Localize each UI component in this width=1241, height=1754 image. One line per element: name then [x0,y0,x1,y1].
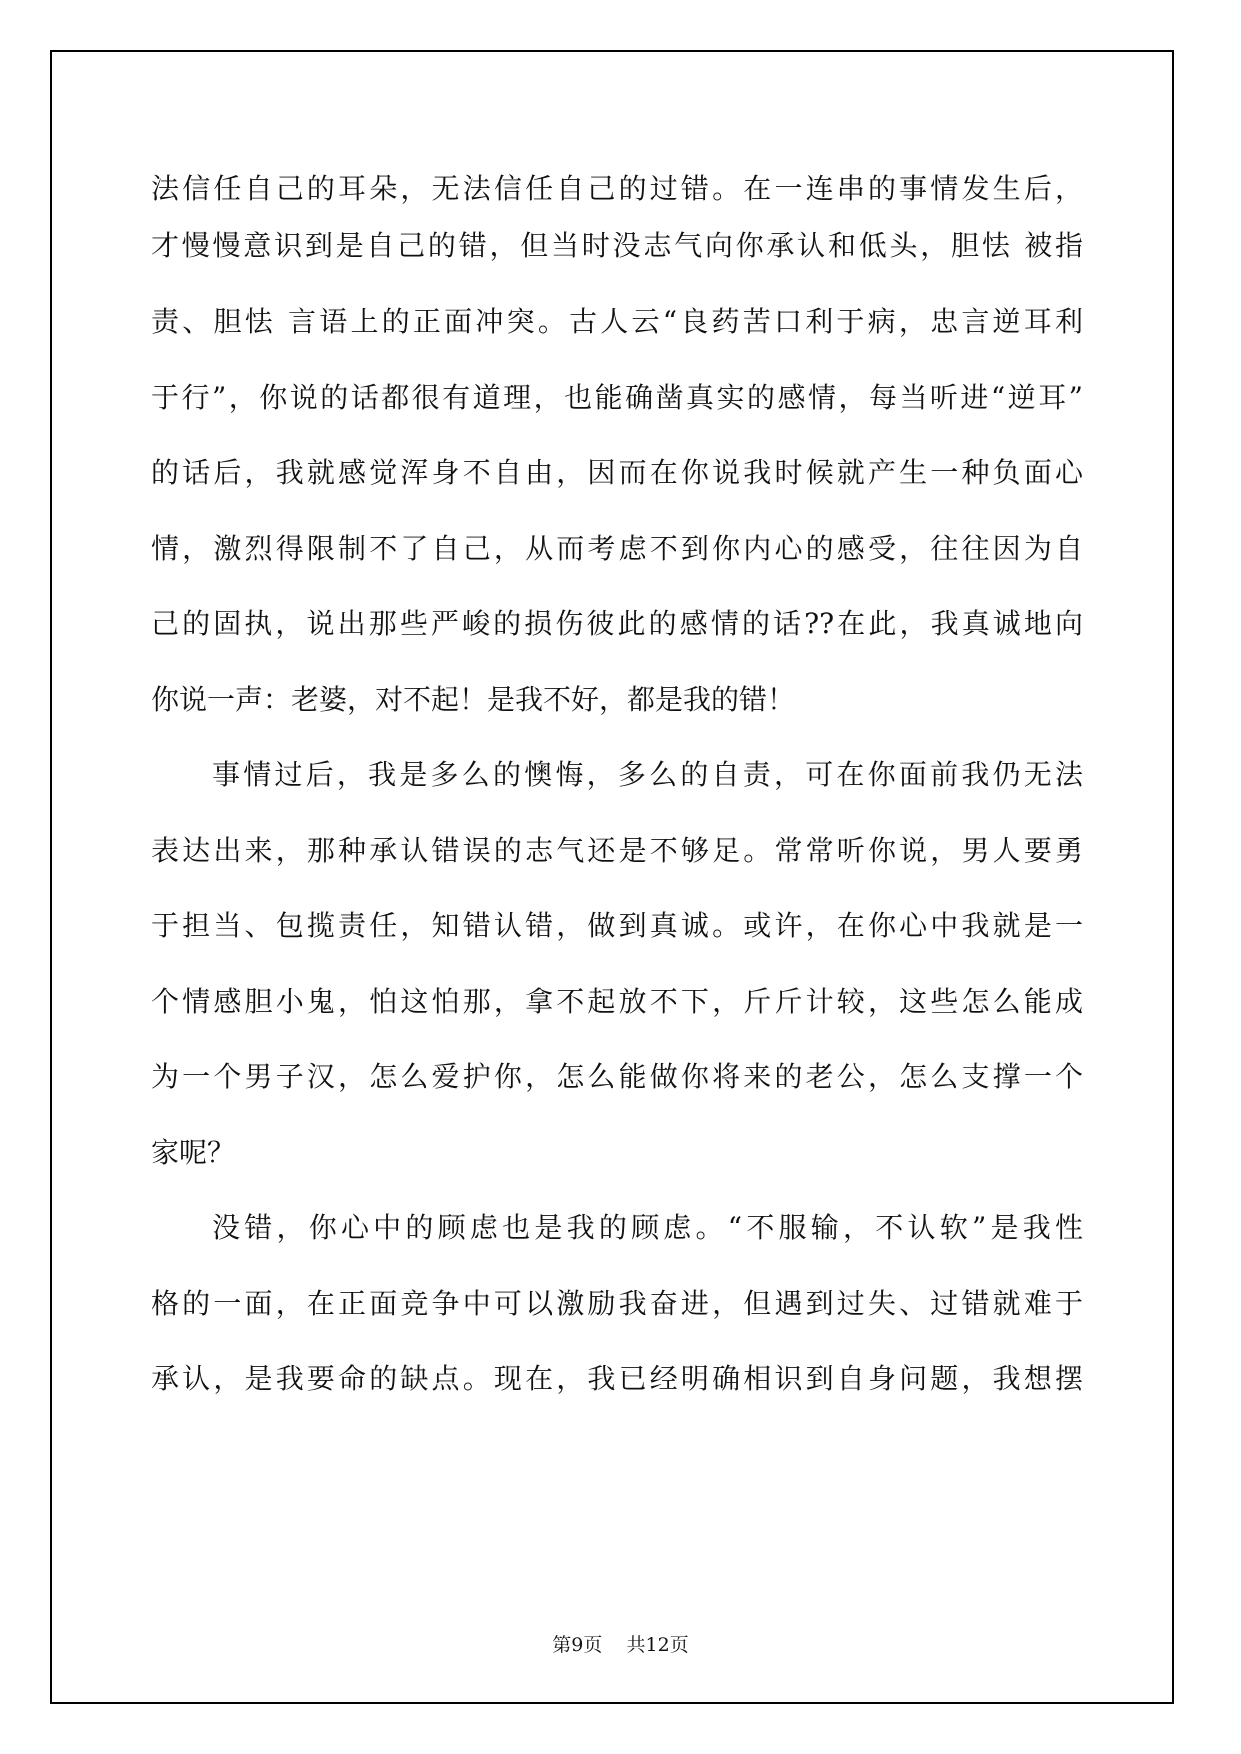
text-line: 家呢？ [151,1136,236,1169]
paragraph-start-line: 事情过后，我是多么的懊悔，多么的自责，可在你面前我仍无法 [212,758,1083,791]
text-line: 情，激烈得限制不了自己，从而考虑不到你内心的感受，往往因为自 [151,532,1083,565]
text-line: 于担当、包揽责任，知错认错，做到真诚。或许，在你心中我就是一 [151,909,1083,942]
text-line: 才慢慢意识到是自己的错，但当时没志气向你承认和低头，胆怯 被指 [151,229,1083,262]
text-line: 责、胆怯 言语上的正面冲突。古人云“良药苦口利于病，忠言逆耳利 [151,305,1083,338]
text-line: 己的固执，说出那些严峻的损伤彼此的感情的话??在此，我真诚地向 [151,607,1083,640]
paragraph-start-line: 没错，你心中的顾虑也是我的顾虑。“不服输，不认软”是我性 [212,1211,1083,1244]
text-line: 于行”，你说的话都很有道理，也能确凿真实的感情，每当听进“逆耳” [151,381,1083,414]
text-line: 的话后，我就感觉浑身不自由，因而在你说我时候就产生一种负面心 [151,456,1083,489]
text-line: 你说一声：老婆，对不起！是我不好，都是我的错！ [151,683,796,716]
page-border [50,50,1174,1704]
text-line: 格的一面，在正面竞争中可以激励我奋进，但遇到过失、过错就难于 [151,1287,1083,1320]
text-line: 法信任自己的耳朵，无法信任自己的过错。在一连串的事情发生后， [151,172,1083,205]
page-footer [0,1630,1241,1660]
text-line: 表达出来，那种承认错误的志气还是不够足。常常听你说，男人要勇 [151,834,1083,867]
page-total: 共12页 [626,1634,689,1656]
text-line: 个情感胆小鬼，怕这怕那，拿不起放不下，斤斤计较，这些怎么能成 [151,985,1083,1018]
text-line: 为一个男子汉，怎么爱护你，怎么能做你将来的老公，怎么支撑一个 [151,1060,1083,1093]
text-line: 承认，是我要命的缺点。现在，我已经明确相识到自身问题，我想摆 [151,1362,1083,1395]
page-number: 第9页 [552,1634,603,1656]
